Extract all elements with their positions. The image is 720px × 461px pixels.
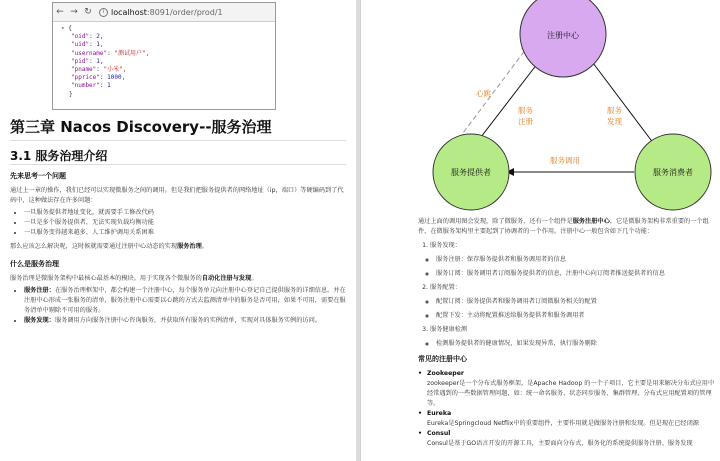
list-item: ◦ 服务注册：保存服务提供者和服务调用者的信息 — [436, 255, 718, 265]
registry-desc: zookeeper是一个分布式服务框架，是Apache Hadoop 的一个子项目，它主要是用来解决分布式应用中经常遇到的一些数据管理问题，如：统一命名服务、状态同步服务、集群管理、分布式应用配置项的管理等。 — [427, 380, 715, 407]
list-item: • 一旦服务提供者地址变化，就需要手工修改代码 — [24, 208, 346, 218]
definition-list — [10, 286, 346, 326]
list-item: ◦ 服务订阅：服务调用者订阅服务提供者的信息，注册中心向订阅者推送提供者的信息 — [436, 269, 718, 279]
registry-desc: Consul是基于GO语言开发的开源工具，主要面向分布式，服务化的系统提供服务注册、服务发现 — [427, 440, 693, 447]
heartbeat-label: 心跳 — [476, 89, 491, 98]
question1-block — [10, 171, 346, 326]
chapter-title: 第三章 Nacos Discovery--服务治理 — [10, 118, 272, 136]
json-row: "uid": 1, — [71, 41, 104, 49]
json-row: "pname": "小米", — [71, 66, 127, 74]
discover-edge — [587, 55, 657, 148]
registry-intro — [418, 217, 718, 449]
list-item: • 一旦服务变得越来越多，人工维护调用关系困难 — [24, 228, 346, 238]
registry-desc: Eureka是Springcloud Netflix中的重要组件，主要作用就是做服务注册和发现。但是现在已经闭源 — [427, 420, 699, 427]
json-row: "oid": 2, — [71, 33, 104, 41]
info-icon: i — [99, 8, 108, 17]
url-path: :8091/order/prod/1 — [146, 7, 223, 17]
divider — [10, 164, 346, 165]
list-item: 3. 服务健康检测 ◦ 检测服务提供者的健康情况，如果发现异常，执行服务剔除 — [430, 325, 718, 349]
address-bar[interactable] — [99, 8, 223, 17]
registry-name: • Consul — [418, 429, 718, 439]
registry-zookeeper — [418, 369, 718, 409]
function-list — [418, 241, 718, 349]
registry-eureka — [418, 409, 718, 429]
list-item: ◦ 检测服务提供者的健康情况，如果发现异常，执行服务剔除 — [436, 339, 718, 349]
left-page — [0, 0, 357, 461]
json-row: "username": "测试用户", — [71, 49, 150, 57]
json-response — [53, 22, 275, 99]
discover-label-line2: 发现 — [607, 117, 622, 126]
question2-heading: 什么是服务治理 — [10, 260, 59, 268]
registry-label: 注册中心 — [547, 31, 579, 40]
list-item: • 一旦是多个服务提供者，无法实现负载均衡功能 — [24, 218, 346, 228]
intro-text: 通过上面的调用图会发现，除了微服务，还有一个组件是服务注册中心，它是微服务架构非常重要的一个组件，在微服务架构里主要起到了协调者的一个作用。注册中心一般包含如下几个功能： — [418, 218, 709, 235]
list-item: 1. 服务发现： ◦ 服务注册：保存服务提供者和服务调用者的信息 ◦ 服务订阅：服务调用者订阅服务提供者的信息，注册中心向订阅者推送提供者的信息 — [430, 241, 718, 279]
common-registries-heading: 常见的注册中心 — [418, 355, 467, 363]
register-label-line1: 服务 — [518, 106, 533, 115]
call-label: 服务调用 — [550, 156, 580, 165]
register-label-line2: 注册 — [518, 117, 533, 126]
back-arrow-icon[interactable]: ← — [56, 7, 64, 17]
json-row: "number": 1 — [71, 82, 111, 90]
browser-screenshot — [52, 2, 276, 110]
list-item: • 服务注册：在服务治理框架中，都会构建一个注册中心，每个服务单元向注册中心登记自己提供服务的详细信息。并在注册中心形成一张服务的清单，服务注册中心需要以心跳的方式去监测清单中的服务是否可用，如果不可用，需要在服务清单中剔除不可用的服务。 — [24, 286, 346, 316]
json-close: } — [69, 90, 73, 98]
registry-name: • Eureka — [418, 409, 718, 419]
list-item: 2. 服务配置： ◦ 配置订阅：服务提供者和服务调用者订阅微服务相关的配置 ◦ 配置下发：主动将配置推送给服务提供者和服务调用者 — [430, 283, 718, 321]
forward-arrow-icon[interactable]: → — [70, 7, 78, 17]
question1-heading: 先来思考一个问题 — [10, 172, 66, 180]
url-host: localhost — [111, 7, 147, 17]
service-governance-diagram — [361, 0, 720, 215]
json-toggle[interactable]: ▾ { — [61, 25, 72, 32]
registry-name: • Zookeeper — [418, 369, 718, 379]
problem-list — [10, 208, 346, 238]
list-item: • 服务发现：服务调用方向服务注册中心咨询服务，并获取所有服务的实例清单，实现对具体服务实例的访问。 — [24, 316, 346, 326]
consumer-label: 服务消费者 — [653, 168, 693, 177]
browser-toolbar — [53, 3, 275, 22]
provider-label: 服务提供者 — [451, 168, 491, 177]
list-item: ◦ 配置下发：主动将配置推送给服务提供者和服务调用者 — [436, 311, 718, 321]
json-row: "pid": 1, — [71, 57, 104, 65]
discover-label-line1: 服务 — [607, 106, 622, 115]
right-page — [360, 0, 720, 461]
question1-text: 通过上一章的操作，我们已经可以实现微服务之间的调用。但是我们把服务提供者的网络地址（ip，端口）等硬编码到了代码中，这种做法存在许多问题： — [10, 187, 344, 204]
section-title: 3.1 服务治理介绍 — [10, 149, 108, 163]
registry-consul — [418, 429, 718, 449]
solve-text: 那么应该怎么解决呢，这时候就需要通过注册中心动态的实现服务治理。 — [10, 243, 208, 250]
heartbeat-edge — [454, 45, 529, 145]
json-row: "pprice": 1000, — [71, 74, 126, 82]
question2-text: 服务治理是微服务架构中最核心最基本的模块。用于实现各个微服务的自动化注册与发现。 — [10, 275, 258, 282]
divider — [10, 140, 346, 141]
list-item: ◦ 配置订阅：服务提供者和服务调用者订阅微服务相关的配置 — [436, 297, 718, 307]
reload-icon[interactable]: ↻ — [84, 7, 92, 17]
